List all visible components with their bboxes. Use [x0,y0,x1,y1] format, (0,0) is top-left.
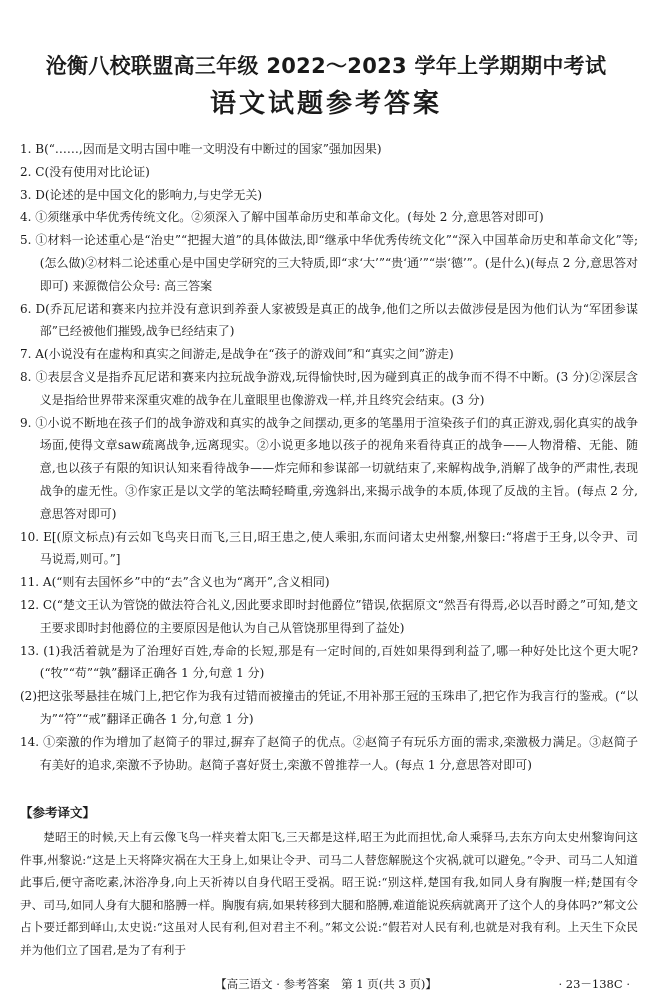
answer-item-7: 7. A(小说没有在虚构和真实之间游走,是战争在“孩子的游戏间”和“真实之间”游走) [20,347,454,362]
footer-code: · 23－138C · [558,977,630,991]
answer-item-13-part2: (2)把这张琴悬挂在城门上,把它作为我有过错而被撞击的凭证,不用补那王冠的玉珠串了,把它作为我言行的鉴戒。(“以为”“符”“戒”翻译正确各 1 分,句意 1 分) [20,689,638,726]
answer-item-6: 6. D(乔瓦尼诺和赛来内拉并没有意识到养蚕人家被毁是真正的战争,他们之所以去做涉侵是因为他们认为“军团参谋部”已经被他们摧毁,战争已经结束了) [20,301,638,339]
exam-title: 沧衡八校联盟高三年级 2022～2023 学年上学期期中考试 [45,54,607,78]
answer-item-4: 4. ①须继承中华优秀传统文化。②须深入了解中国革命历史和革命文化。(每处 2 分,意思答对即可) [20,210,544,225]
document-title: 语文试题参考答案 [209,89,442,119]
answer-list [20,138,638,776]
answer-item-8: 8. ①表层含义是指乔瓦尼诺和赛来内拉玩战争游戏,玩得愉快时,因为碰到真正的战争而不得不中断。(3 分)②深层含义是指给世界带来深重灾难的战争在儿童眼里也像游戏一样,并且终究会结束。(3 分) [20,369,638,407]
page-footer [0,972,652,994]
answer-item-3: 3. D(论述的是中国文化的影响力,与史学无关) [20,187,263,202]
answer-item-11: 11. A(“则有去国怀乡”中的“去”含义也为“离开”,含义相同) [20,575,330,590]
reference-translation-text: 楚昭王的时候,天上有云像飞鸟一样夹着太阳飞,三天都是这样,昭王为此而担忧,命人乘驿马,去东方向太史州黎询问这件事,州黎说:“这是上天将降灾祸在大王身上,如果让令尹、司马二人替您解脱这个灾祸,就可以避免。”令尹、司马二人知道此事后,便守斋吃素,沐浴净身,向上天祈祷以自身代昭王受祸。昭王说:“别这样,楚国有我,如同人身有胸腹一样;楚国有令尹、司马,如同人身有大腿和胳膊一样。胸腹有病,如果转移到大腿和胳膊,难道能说疾病就离开了这个人的身体吗?”邾文公占卜要迁都到峄山,太史说:“这虽对人民有利,但对君主不利。”邾文公说:“假若对人民有利,也就是对我有利。上天生下众民并为他们立了国君,是为了有利于 [20,830,638,957]
answer-item-1: 1. B(“……,因而是文明古国中唯一文明没有中断过的国家”强加因果) [20,142,382,156]
reference-translation-heading: 【参考译文】 [20,805,96,820]
answer-item-13-part1: 13. (1)我活着就是为了治理好百姓,寿命的长短,那是有一定时间的,百姓如果得到利益了,哪一种好处比这个更大呢?(“牧”“苟”“孰”翻译正确各 1 分,句意 1 分) [20,643,638,681]
footer-page-info: 【高三语文 · 参考答案 第 1 页(共 3 页)】 [215,977,437,991]
answer-item-2: 2. C(没有使用对比论证) [20,164,150,179]
answer-item-12: 12. C(“楚文王认为管饶的做法符合礼义,因此要求即时封他爵位”错误,依据原文“然吾有得焉,必以吾时爵之”可知,楚文王要求即时封他爵位的主要原因是他认为自己从管饶那里得到了益处) [20,597,638,635]
answer-item-10: 10. E[(原文标点)有云如飞鸟夹日而飞,三日,昭王患之,使人乘驲,东而问诸太史州黎,州黎曰:“将虐于王身,以令尹、司马说焉,则可。”] [20,529,638,567]
answer-item-5: 5. ①材料一论述重心是“治史”“把握大道”的具体做法,即“继承中华优秀传统文化”“深入中国革命历史和革命文化”等;(怎么做)②材料二论述重心是中国史学研究的三大特质,即“求‘大’”“贵‘通’”“崇‘德’”。(是什么)(每点 2 分,意思答对即可) 来源微信公众号: 高三答案 [20,233,638,293]
answer-item-9: 9. ①小说不断地在孩子们的战争游戏和真实的战争之间摆动,更多的笔墨用于渲染孩子们的真正游戏,弱化真实的战争场面,使得文章saw疏离战争,远离现实。②小说更多地以孩子的视角来看待真正的战争——人物滑稽、无能、随意,也以孩子有限的知识认知来看待战争——炸完师和参谋部一切就结束了,来解构战争,消解了战争的严肃性,表现战争的虚无性。③作家正是以文学的笔法畸轻畸重,旁逸斜出,来揭示战争的本质,体现了反战的主旨。(每点 2 分,意思答对即可) [20,415,638,521]
answer-item-14: 14. ①栾激的作为增加了赵简子的罪过,摒弃了赵简子的优点。②赵简子有玩乐方面的需求,栾激极力满足。③赵简子有美好的追求,栾激不予协助。赵简子喜好贤士,栾激不曾推荐一人。(每点 1 分,意思答对即可) [20,734,638,772]
